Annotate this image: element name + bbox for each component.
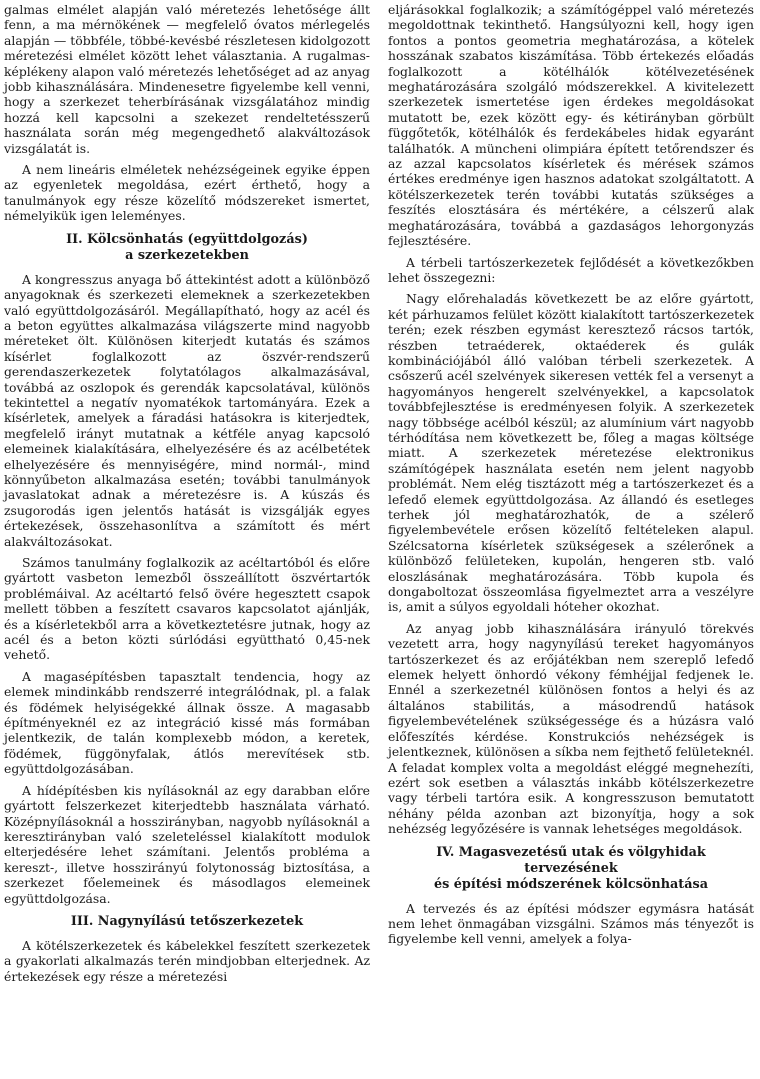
section-heading-line: II. Kölcsönhatás (együttdolgozás) <box>66 231 308 247</box>
paragraph: A hídépítésben kis nyílásoknál az egy darabban előre gyártott felszerkezet kiterjedtebb használata várható. Középnyílásoknál a hosszirányban, nagyobb nyílásoknál a keresztirányban való szeleteléssel kialakított modulok elterjedésére lehet számítani. Jelentős probléma a kereszt-, illetve hosszirányú folytonosság biztosítása, a szerkezet főelemeinek és másodlagos elemeinek együttdolgozása. <box>4 782 370 906</box>
paragraph: galmas elmélet alapján való méretezés lehetősége állt fenn, a ma mérnökének — megfelelő óvatos mérlegelés alapján — többféle, többé-kevésbé részletesen kidolgozott méretezési elmélet között lehet választania. A rugalmas-képlékeny alapon való méretezés lehetőséget ad az anyag jobb kihasználására. Mindenesetre figyelembe kell venni, hogy a szerkezet teherbírásának vizsgálatához mindig hozzá kell kapcsolni a szekezet rendeltetésszerű használata során még megengedhető alakváltozások vizsgálatát is. <box>4 2 370 156</box>
section-heading-4 <box>388 845 754 893</box>
paragraph: A tervezés és az építési módszer egymásra hatását nem lehet önmagában vizsgálni. Számos más tényezőt is figyelembe kell venni, amelyek a folya- <box>388 900 754 947</box>
left-column <box>4 2 370 990</box>
right-column <box>388 2 754 953</box>
section-heading-2 <box>4 232 370 264</box>
paragraph: A kongresszus anyaga bő áttekintést adott a különböző anyagoknak és szerkezeti elemeknek a szerkezetekben való együttdolgozásáról. Megállapítható, hogy az acél és a beton együttes alkalmazása világszerte mind nagyobb méreteket ölt. Különösen kiterjedt kutatás és számos kísérlet foglalkozott az öszvér-rendszerű gerendaszerkezetek folytatólagos alkalmazásával, továbbá az oszlopok és gerendák kapcsolatával, különös tekintettel a negatív nyomatékok tartományára. Ezek a kísérletek, amelyek a fáradási hatásokra is kiterjedtek, megfelelő irányt mutatnak a kétféle anyag kapcsoló elemeinek kialakítására, elhelyezésére és az acélbetétek elhelyezésére és mennyiségére, mind normál-, mind könnyűbeton alkalmazása esetén; további tanulmányok javaslatokat adnak a méretezésre is. A kúszás és zsugorodás igen jelentős hatását is vizsgálják egyes értekezések, összehasonlítva a számított és mért alakváltozásokat. <box>4 271 370 549</box>
paragraph: A nem lineáris elméletek nehézségeinek egyike éppen az egyenletek megoldása, ezért érthető, hogy a tanulmányok egy része közelítő módszereket ismertet, némelyikük igen leleményes. <box>4 162 370 224</box>
section-heading-line: IV. Magasvezetésű utak és völgyhidak tervezésének <box>436 844 706 876</box>
paragraph: A kötélszerkezetek és kábelekkel feszített szerkezetek a gyakorlati alkalmazás terén mindjobban elterjednek. Az értekezések egy része a méretezési <box>4 937 370 984</box>
paragraph: Az anyag jobb kihasználására irányuló törekvés vezetett arra, hogy nagynyílású tereket hagyományos tartószerkezet és az erőjátékban nem szereplő lefedő elemek helyett önhordó vékony fémhéjjal fedjenek le. Ennél a szerkezetnél különösen fontos a helyi és az általános stabilitás, a másodrendű hatások figyelembevételének szükségessége és a húzásra való előfeszítés kérdése. Konstrukciós nehézségek is jelentkeznek, különösen a síkba nem fejthető felületeknél. A feladat komplex volta a megoldást eléggé megnehezíti, ezért sok esetben a választás inkább kötélszerkezetre vagy térbeli tartóra esik. A kongresszuson bemutatott néhány példa azonban azt bizonyítja, hogy a sok nehézség legyőzésére is vannak lehetséges megoldások. <box>388 620 754 837</box>
paragraph: Számos tanulmány foglalkozik az acéltartóból és előre gyártott vasbeton lemezből összeállított öszvértartók problémáival. Az acéltartó felső övére hegesztett csapok mellett többen a feszített csavaros kapcsolatot ajánlják, és a kísérletekből arra a következtetésre jutnak, hogy az acél és a beton közti súrlódási együttható 0,45-nek vehető. <box>4 555 370 663</box>
paragraph: Nagy előrehaladás következett be az előre gyártott, két párhuzamos felület között kialakított tartószerkezetek terén; ezek részben egymást keresztező rácsos tartók, részben tetraéderek, oktaéderek és gulák kombinációjából álló valóban térbeli szerkezetek. A csőszerű acél szelvények sikeresen vették fel a versenyt a hagyományos hengerelt szelvényekkel, a kapcsolatok továbbfejlesztése is eredményesen folyik. A szerkezetek nagy többsége acélból készül; az alumínium várt nagyobb térhódítása nem következett be, főleg a magas költsége miatt. A szerkezetek méretezése elektronikus számítógépek használata esetén nem jelent nagyobb problémát. Nem elég tisztázott még a tartószerkezet és a lefedő elemek együttdolgozása. Az állandó és esetleges terhek jól meghatározhatók, de a szélerő figyelembevétele erősen közelítő feltételeken alapul. Szélcsatorna kísérletek szükségesek a szélerőnek a különböző felületeken, kupolán, hengeren stb. való eloszlásának meghatározására. Több kupola és dongaboltozat összeomlása figyelmeztet arra a veszélyre is, amit a súlyos egyoldali hóteher okozhat. <box>388 291 754 615</box>
paragraph: eljárásokkal foglalkozik; a számítógéppel való méretezés megoldottnak tekinthető. Hangsúlyozni kell, hogy igen fontos a pontos geometria meghatározása, a kötelek hosszának szabatos kiszámítása. Több értekezés előadás foglalkozott a kötélhálók kötélvezetésének meghatározására szolgáló módszerekkel. A kivitelezett szerkezetek ismertetése igen érdekes megoldásokat mutatott be, ezek között egy- és kétirányban görbült függőtetők, kötélhálók és ferdekábeles hidak egyaránt találhatók. A müncheni olimpiára épített tetőrendszer és az azzal kapcsolatos kísérletek és mérések számos értékes eredménye igen hasznos adatokat szolgáltatott. A kötélszerkezetek terén további kutatás szükséges a feszítés elosztására és mértékére, a célszerű alak meghatározására, továbbá a gazdaságos lehorgonyzás fejlesztésére. <box>388 2 754 249</box>
section-heading-line: és építési módszerének kölcsönhatása <box>433 876 708 892</box>
paragraph: A magasépítésben tapasztalt tendencia, hogy az elemek mindinkább rendszerré integrálódnak, pl. a falak és födémek helyiségekké állnak össze. A magasabb építményeknél ez az integráció kissé más formában jelentkezik, de talán komplexebb módon, a keretek, födémek, függönyfalak, átlós merevítések stb. együttdolgozásában. <box>4 668 370 777</box>
section-heading-line: a szerkezetekben <box>125 247 249 263</box>
section-heading-3 <box>4 914 370 930</box>
paragraph: A térbeli tartószerkezetek fejlődését a következőkben lehet összegezni: <box>388 254 754 285</box>
section-heading-line: III. Nagynyílású tetőszerkezetek <box>70 913 304 929</box>
